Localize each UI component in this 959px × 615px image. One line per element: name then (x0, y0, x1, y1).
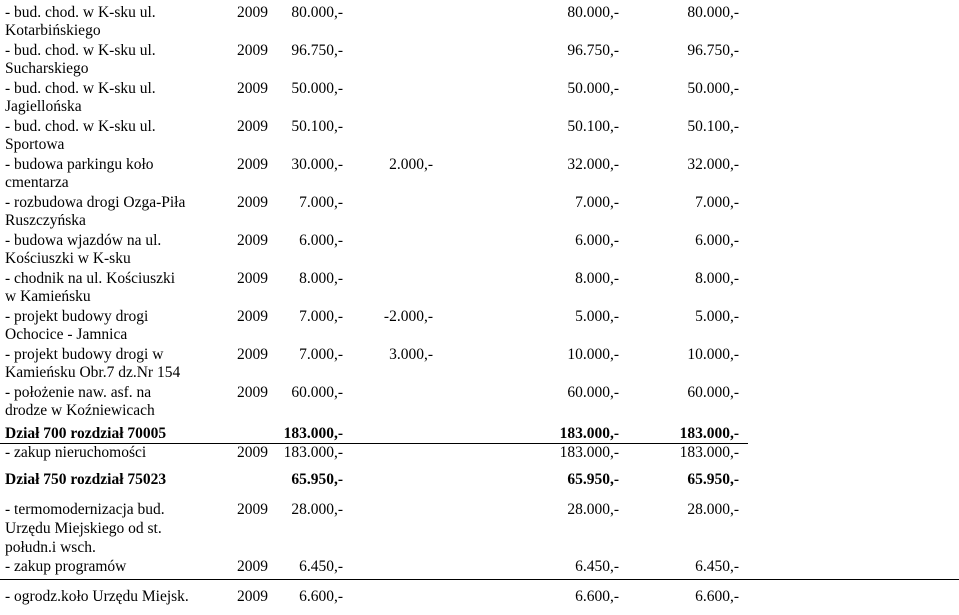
row-description: Sucharskiego (5, 60, 89, 77)
row-amount-c4: 32.000,- (687, 156, 739, 173)
row-description: - bud. chod. w K-sku ul. (5, 4, 156, 21)
row-description: - rozbudowa drogi Ozga-Piła (5, 194, 186, 211)
row-amount-c2: 2.000,- (389, 156, 433, 173)
row-amount-c1: 7.000,- (299, 194, 343, 211)
row-amount-c4: 8.000,- (695, 270, 739, 287)
section-total-c4: 183.000,- (679, 425, 739, 442)
row-amount-c4: 50.000,- (687, 80, 739, 97)
row-year: 2009 (237, 558, 268, 575)
row-description: - zakup nieruchomości (5, 444, 147, 461)
row-amount-c4: 60.000,- (687, 384, 739, 401)
row-amount-c4: 28.000,- (687, 501, 739, 518)
row-amount-c1: 7.000,- (299, 346, 343, 363)
row-amount-c4: 10.000,- (687, 346, 739, 363)
row-amount-c4: 7.000,- (695, 194, 739, 211)
row-description: w Kamieńsku (5, 288, 91, 305)
row-description: - termomodernizacja bud. (5, 501, 165, 518)
row-year: 2009 (237, 384, 268, 401)
row-amount-c1: 50.000,- (291, 80, 343, 97)
row-divider (0, 579, 959, 580)
row-amount-c4: 6.600,- (695, 588, 739, 605)
row-amount-c1: 8.000,- (299, 270, 343, 287)
row-year: 2009 (237, 444, 268, 461)
section-total-c1: 65.950,- (291, 471, 343, 488)
row-description: - budowa parkingu koło (5, 156, 154, 173)
row-description: - projekt budowy drogi (5, 308, 149, 325)
row-amount-c2: -2.000,- (383, 308, 433, 325)
row-year: 2009 (237, 42, 268, 59)
row-amount-c3: 8.000,- (575, 270, 619, 287)
row-amount-c1: 50.100,- (291, 118, 343, 135)
row-description: Ruszczyńska (5, 212, 86, 229)
row-amount-c1: 28.000,- (291, 501, 343, 518)
row-description: Jagiellońska (5, 98, 82, 115)
row-description: Kamieńsku Obr.7 dz.Nr 154 (5, 364, 181, 381)
section-total-c4: 65.950,- (687, 471, 739, 488)
row-amount-c1: 6.000,- (299, 232, 343, 249)
row-year: 2009 (237, 118, 268, 135)
row-amount-c3: 6.000,- (575, 232, 619, 249)
row-amount-c1: 7.000,- (299, 308, 343, 325)
section-heading-700: Dział 700 rozdział 70005 (5, 425, 167, 442)
row-amount-c4: 6.000,- (695, 232, 739, 249)
row-year: 2009 (237, 156, 268, 173)
row-description: - bud. chod. w K-sku ul. (5, 118, 156, 135)
row-amount-c3: 6.600,- (575, 588, 619, 605)
row-amount-c3: 80.000,- (567, 4, 619, 21)
section-total-c1: 183.000,- (283, 425, 343, 442)
row-amount-c4: 6.450,- (695, 558, 739, 575)
row-amount-c1: 6.450,- (299, 558, 343, 575)
row-description: - chodnik na ul. Kościuszki (5, 270, 176, 287)
section-total-c3: 183.000,- (559, 425, 619, 442)
section-total-c3: 65.950,- (567, 471, 619, 488)
row-description: - zakup programów (5, 558, 127, 575)
row-year: 2009 (237, 270, 268, 287)
section-heading-750: Dział 750 rozdział 75023 (5, 471, 167, 488)
row-amount-c4: 5.000,- (695, 308, 739, 325)
row-amount-c1: 183.000,- (283, 444, 343, 461)
row-description: Sportowa (5, 136, 65, 153)
row-description: Kotarbińskiego (5, 22, 101, 39)
row-year: 2009 (237, 308, 268, 325)
row-amount-c4: 96.750,- (687, 42, 739, 59)
row-amount-c3: 5.000,- (575, 308, 619, 325)
row-amount-c3: 60.000,- (567, 384, 619, 401)
row-description: drodze w Koźniewicach (5, 402, 155, 419)
row-amount-c3: 7.000,- (575, 194, 619, 211)
row-description: - położenie naw. asf. na (5, 384, 152, 401)
row-amount-c3: 183.000,- (559, 444, 619, 461)
row-year: 2009 (237, 232, 268, 249)
row-description: połudn.i wsch. (5, 539, 96, 556)
row-description: Ochocice - Jamnica (5, 326, 128, 343)
row-amount-c3: 6.450,- (575, 558, 619, 575)
row-description: - bud. chod. w K-sku ul. (5, 42, 156, 59)
row-amount-c3: 28.000,- (567, 501, 619, 518)
row-year: 2009 (237, 588, 268, 605)
row-description: - bud. chod. w K-sku ul. (5, 80, 156, 97)
row-year: 2009 (237, 194, 268, 211)
row-amount-c3: 50.100,- (567, 118, 619, 135)
row-amount-c1: 60.000,- (291, 384, 343, 401)
row-amount-c3: 50.000,- (567, 80, 619, 97)
row-description: Urzędu Miejskiego od st. (5, 520, 162, 537)
row-year: 2009 (237, 80, 268, 97)
row-description: Kościuszki w K-sku (5, 250, 131, 267)
row-amount-c4: 183.000,- (679, 444, 739, 461)
row-amount-c1: 6.600,- (299, 588, 343, 605)
row-amount-c1: 80.000,- (291, 4, 343, 21)
row-description: - projekt budowy drogi w (5, 346, 164, 363)
row-year: 2009 (237, 4, 268, 21)
row-amount-c3: 10.000,- (567, 346, 619, 363)
row-amount-c4: 50.100,- (687, 118, 739, 135)
row-description: - budowa wjazdów na ul. (5, 232, 162, 249)
row-amount-c1: 96.750,- (291, 42, 343, 59)
row-amount-c3: 96.750,- (567, 42, 619, 59)
row-amount-c2: 3.000,- (389, 346, 433, 363)
row-description: - ogrodz.koło Urzędu Miejsk. (5, 588, 189, 605)
row-amount-c3: 32.000,- (567, 156, 619, 173)
row-year: 2009 (237, 501, 268, 518)
row-amount-c4: 80.000,- (687, 4, 739, 21)
row-amount-c1: 30.000,- (291, 156, 343, 173)
row-year: 2009 (237, 346, 268, 363)
row-description: cmentarza (5, 174, 69, 191)
